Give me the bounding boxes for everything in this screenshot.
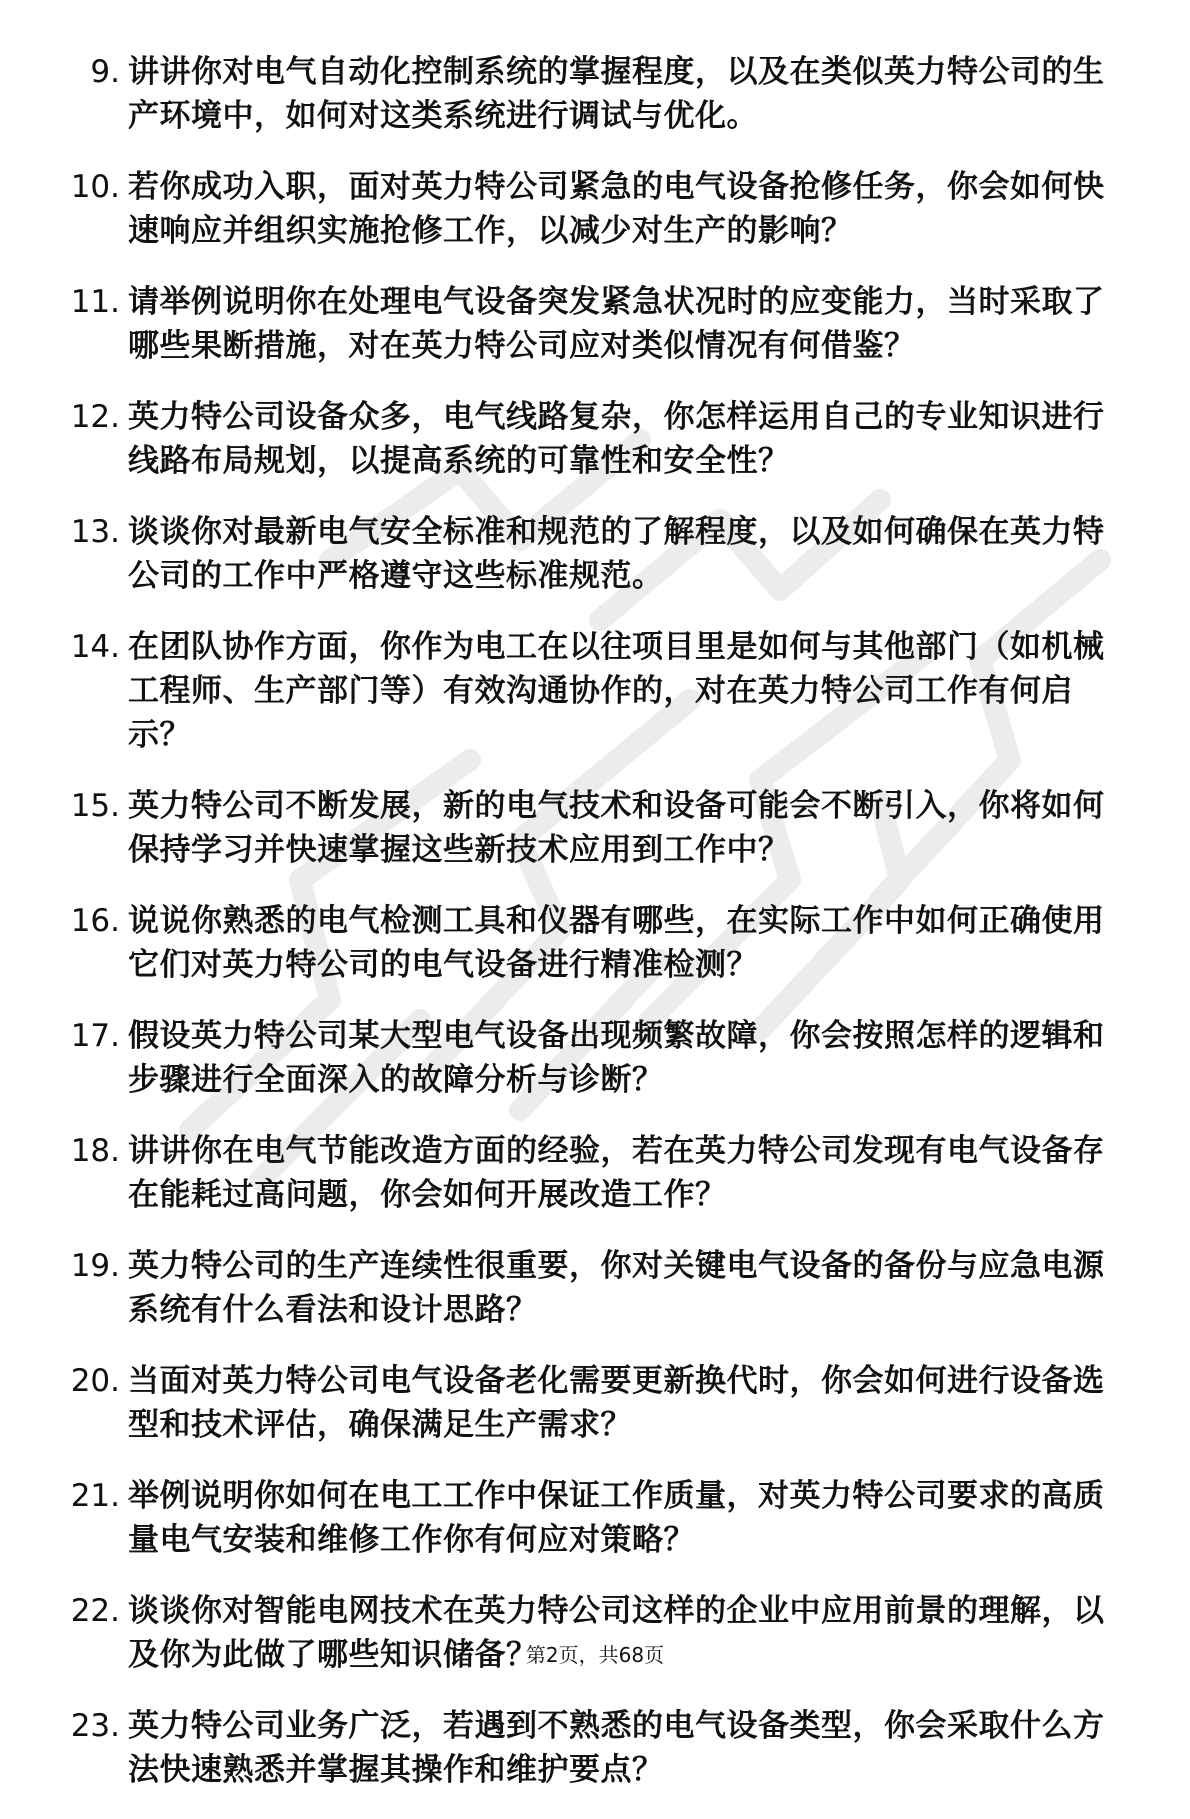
question-text: 英力特公司的生产连续性很重要，你对关键电气设备的备份与应急电源系统有什么看法和设计思路？ — [128, 1248, 1105, 1328]
question-number: 21. — [70, 1478, 120, 1514]
question-text: 请举例说明你在处理电气设备突发紧急状况时的应变能力，当时采取了哪些果断措施，对在英力特公司应对类似情况有何借鉴？ — [128, 284, 1105, 364]
question-number: 17. — [70, 1018, 120, 1054]
question-number: 13. — [70, 514, 120, 550]
question-item — [0, 165, 1190, 253]
question-text: 若你成功入职，面对英力特公司紧急的电气设备抢修任务，你会如何快速响应并组织实施抢修工作，以减少对生产的影响？ — [128, 169, 1105, 249]
question-number: 15. — [70, 788, 120, 824]
question-item — [0, 1244, 1190, 1332]
question-text: 英力特公司设备众多，电气线路复杂，你怎样运用自己的专业知识进行线路布局规划，以提高系统的可靠性和安全性？ — [128, 399, 1105, 479]
question-item — [0, 1359, 1190, 1447]
question-text: 假设英力特公司某大型电气设备出现频繁故障，你会按照怎样的逻辑和步骤进行全面深入的故障分析与诊断？ — [128, 1018, 1105, 1098]
question-item — [0, 50, 1190, 138]
question-number: 11. — [70, 284, 120, 320]
question-item — [0, 1474, 1190, 1562]
question-number: 18. — [70, 1133, 120, 1169]
question-number: 16. — [70, 903, 120, 939]
question-number: 14. — [70, 629, 120, 665]
question-item — [0, 280, 1190, 368]
page-number-footer: 第2页，共68页 — [525, 1643, 665, 1667]
question-item — [0, 1129, 1190, 1217]
question-text: 英力特公司业务广泛，若遇到不熟悉的电气设备类型，你会采取什么方法快速熟悉并掌握其操作和维护要点？ — [128, 1708, 1105, 1788]
question-item — [0, 625, 1190, 757]
question-text: 说说你熟悉的电气检测工具和仪器有哪些，在实际工作中如何正确使用它们对英力特公司的电气设备进行精准检测？ — [128, 903, 1105, 983]
question-number: 23. — [70, 1708, 120, 1744]
question-item — [0, 899, 1190, 987]
question-number: 12. — [70, 399, 120, 435]
question-text: 谈谈你对智能电网技术在英力特公司这样的企业中应用前景的理解，以及你为此做了哪些知识储备？ — [128, 1593, 1105, 1673]
question-text: 在团队协作方面，你作为电工在以往项目里是如何与其他部门（如机械工程师、生产部门等）有效沟通协作的，对在英力特公司工作有何启示？ — [128, 629, 1105, 753]
question-text: 谈谈你对最新电气安全标准和规范的了解程度，以及如何确保在英力特公司的工作中严格遵守这些标准规范。 — [128, 514, 1105, 594]
question-item — [0, 1704, 1190, 1792]
question-text: 当面对英力特公司电气设备老化需要更新换代时，你会如何进行设备选型和技术评估，确保满足生产需求？ — [128, 1363, 1105, 1443]
question-number: 19. — [70, 1248, 120, 1284]
question-item — [0, 395, 1190, 483]
question-text: 举例说明你如何在电工工作中保证工作质量，对英力特公司要求的高质量电气安装和维修工作你有何应对策略？ — [128, 1478, 1105, 1558]
question-list — [0, 50, 1190, 1819]
question-text: 英力特公司不断发展，新的电气技术和设备可能会不断引入，你将如何保持学习并快速掌握这些新技术应用到工作中？ — [128, 788, 1105, 868]
question-number: 22. — [70, 1593, 120, 1629]
question-item — [0, 784, 1190, 872]
question-text: 讲讲你对电气自动化控制系统的掌握程度，以及在类似英力特公司的生产环境中，如何对这类系统进行调试与优化。 — [128, 54, 1105, 134]
question-number: 10. — [70, 169, 120, 205]
question-text: 讲讲你在电气节能改造方面的经验，若在英力特公司发现有电气设备存在能耗过高问题，你会如何开展改造工作？ — [128, 1133, 1105, 1213]
question-item — [0, 1014, 1190, 1102]
question-item — [0, 510, 1190, 598]
question-number: 9. — [90, 54, 120, 90]
question-number: 20. — [70, 1363, 120, 1399]
